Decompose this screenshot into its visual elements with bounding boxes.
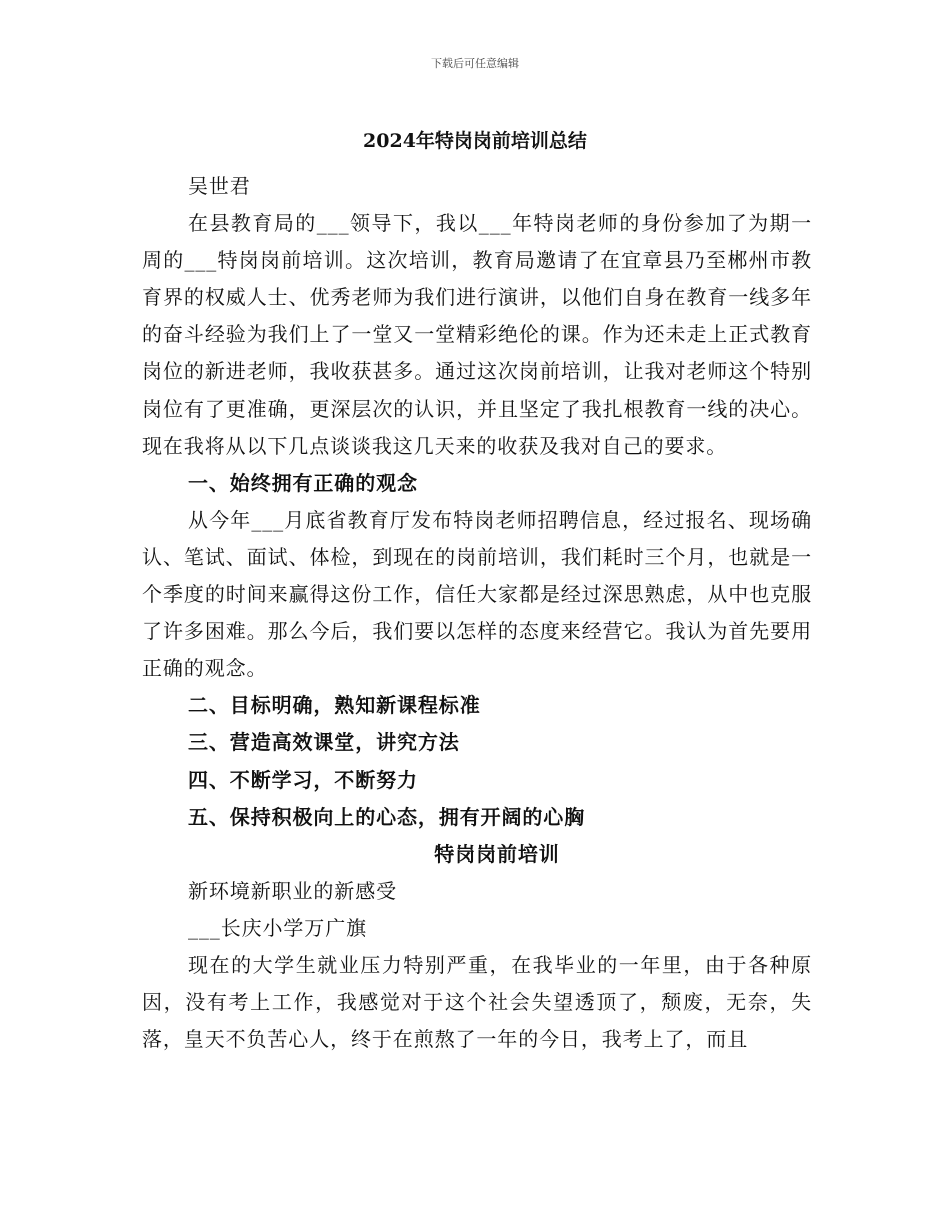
header-note: 下载后可任意编辑: [431, 57, 519, 70]
document-body: [142, 168, 812, 1058]
second-article-paragraph: 现在的大学生就业压力特别严重，在我毕业的一年里，由于各种原因，没有考上工作，我感觉对于这个社会失望透顶了，颓废，无奈，失落，皇天不负苦心人，终于在煎熬了一年的今日，我考上了，而且: [142, 952, 812, 1052]
document-title: 2024年特岗岗前培训总结: [363, 130, 587, 152]
section-heading-4: 四、不断学习，不断努力: [188, 767, 418, 792]
section-1-paragraph: 从今年___月底省教育厅发布特岗老师招聘信息，经过报名、现场确认、笔试、面试、体检，到现在的岗前培训，我们耗时三个月，也就是一个季度的时间来赢得这份工作，信任大家都是经过深思熟虑，从中也克服了许多困难。那么今后，我们要以怎样的态度来经营它。我认为首先要用正确的观念。: [142, 507, 812, 681]
second-article-author: ___长庆小学万广旗: [188, 915, 367, 940]
section-heading-2: 二、目标明确，熟知新课程标准: [188, 693, 481, 718]
section-heading-3: 三、营造高效课堂，讲究方法: [188, 730, 460, 755]
second-article-title: 特岗岗前培训: [434, 841, 560, 866]
section-heading-1: 一、始终拥有正确的观念: [188, 470, 418, 495]
intro-paragraph: 在县教育局的___领导下，我以___年特岗老师的身份参加了为期一周的___特岗岗前培训。这次培训，教育局邀请了在宜章县乃至郴州市教育界的权威人士、优秀老师为我们进行演讲，以他们自身在教育一线多年的奋斗经验为我们上了一堂又一堂精彩绝伦的课。作为还未走上正式教育岗位的新进老师，我收获甚多。通过这次岗前培训，让我对老师这个特别岗位有了更准确，更深层次的认识，并且坚定了我扎根教育一线的决心。现在我将从以下几点谈谈我这几天来的收获及我对自己的要求。: [142, 211, 812, 458]
author-line: 吴世君: [188, 174, 251, 198]
second-article-subtitle: 新环境新职业的新感受: [188, 878, 397, 903]
section-heading-5: 五、保持积极向上的心态，拥有开阔的心胸: [188, 804, 586, 829]
